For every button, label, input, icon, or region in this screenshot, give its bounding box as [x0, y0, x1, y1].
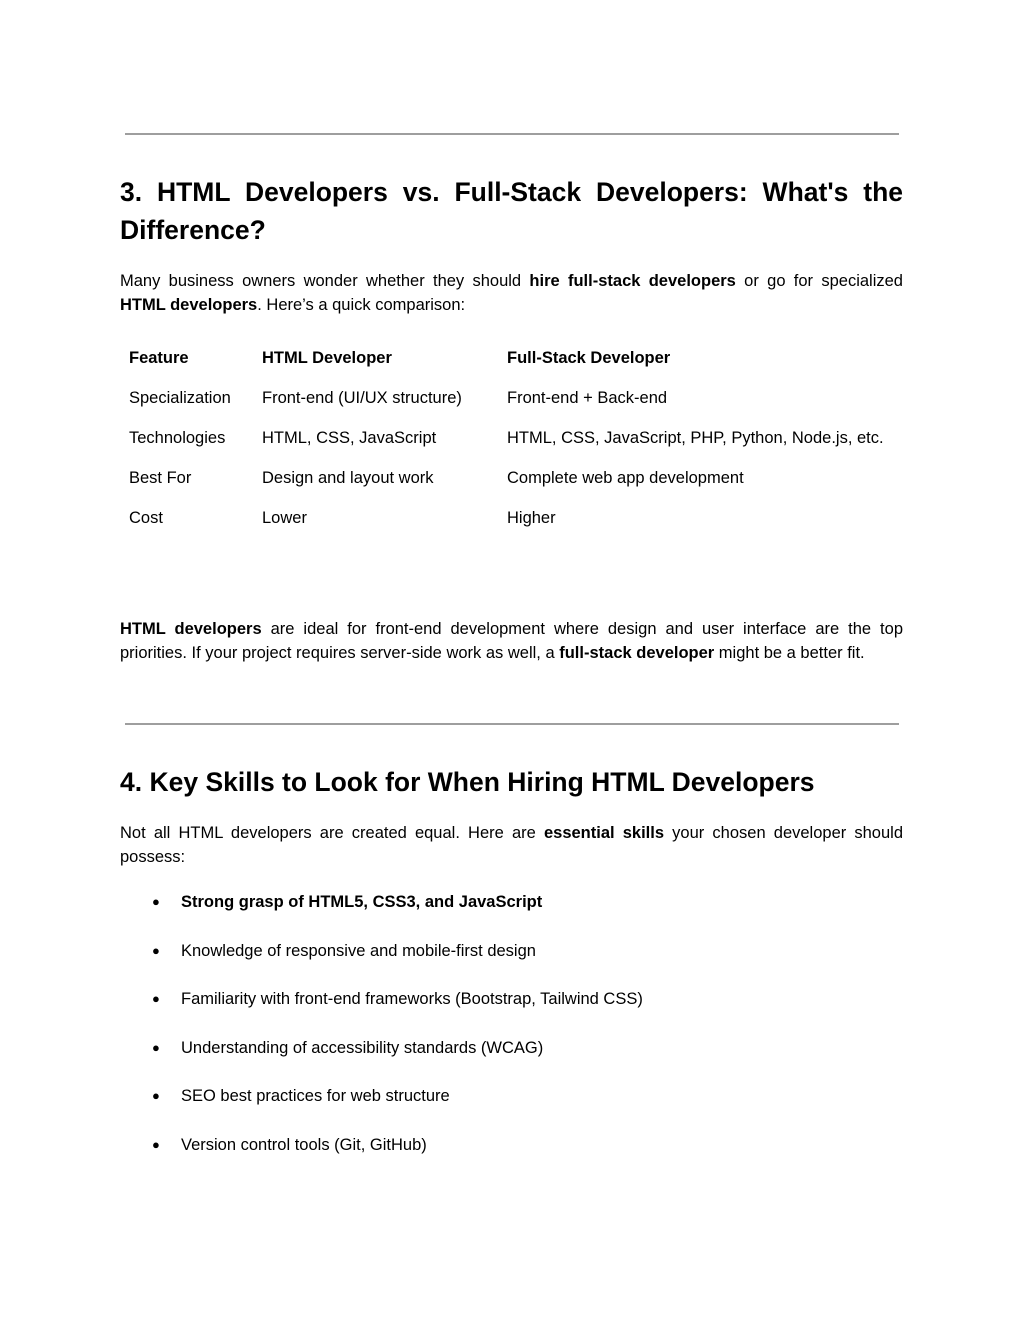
table-cell: Front-end + Back-end: [507, 389, 668, 407]
list-item-text: Familiarity with front-end frameworks (Bootstrap, Tailwind CSS): [181, 990, 643, 1008]
table-header-html-developer: HTML Developer: [262, 349, 392, 367]
table-cell: HTML, CSS, JavaScript: [262, 429, 437, 447]
list-item-text: SEO best practices for web structure: [181, 1087, 450, 1105]
skills-list: [120, 890, 903, 1181]
table-header-row: [120, 338, 914, 378]
bullet-icon: ●: [152, 991, 160, 1006]
table-cell: Technologies: [129, 429, 226, 447]
list-item-text: Strong grasp of HTML5, CSS3, and JavaScript: [181, 893, 543, 911]
list-item: [120, 1133, 903, 1157]
table-row: [120, 418, 914, 458]
horizontal-rule: [125, 723, 899, 725]
section-3-summary: HTML developers are ideal for front-end development where design and user interface are the top priorities. If your project requires server-side work as well, a full-stack developer might be a better fit.: [120, 620, 903, 662]
table-row: [120, 378, 914, 418]
table-cell: Cost: [129, 509, 163, 527]
list-item: [120, 939, 903, 963]
table-row: [120, 458, 914, 498]
horizontal-rule: [125, 133, 899, 135]
list-item-text: Knowledge of responsive and mobile-first design: [181, 941, 536, 960]
list-item: [120, 890, 903, 914]
table-cell: HTML, CSS, JavaScript, PHP, Python, Node.js, etc.: [507, 429, 884, 447]
bullet-icon: ●: [152, 1039, 160, 1055]
table-cell: Design and layout work: [262, 469, 434, 487]
bullet-icon: ●: [152, 894, 160, 909]
table-cell: Lower: [262, 509, 307, 527]
bullet-icon: ●: [152, 942, 160, 958]
table-cell: Front-end (UI/UX structure): [262, 389, 462, 407]
table-cell: Specialization: [129, 389, 231, 407]
table-cell: Higher: [507, 509, 556, 527]
bullet-icon: ●: [152, 1136, 160, 1152]
table-row: [120, 498, 914, 538]
section-3-heading: 3. HTML Developers vs. Full-Stack Developers: What's the Difference?: [120, 177, 903, 245]
section-4-heading: 4. Key Skills to Look for When Hiring HTML Developers: [120, 767, 815, 797]
list-item: [120, 1036, 903, 1060]
table-cell: Complete web app development: [507, 469, 744, 487]
list-item: [120, 987, 903, 1011]
list-item-text: Version control tools (Git, GitHub): [181, 1135, 427, 1154]
list-item: [120, 1084, 903, 1108]
bullet-icon: ●: [152, 1088, 160, 1103]
list-item-text: Understanding of accessibility standards (WCAG): [181, 1038, 544, 1057]
section-3-intro: Many business owners wonder whether they should hire full-stack developers or go for specialized HTML developers. Here’s a quick comparison:: [120, 272, 903, 314]
comparison-table: [120, 338, 914, 538]
table-cell: Best For: [129, 469, 192, 487]
table-header-feature: Feature: [129, 349, 189, 367]
section-4-intro: Not all HTML developers are created equal. Here are essential skills your chosen developer should possess:: [120, 824, 904, 866]
table-header-full-stack-developer: Full-Stack Developer: [507, 349, 671, 367]
